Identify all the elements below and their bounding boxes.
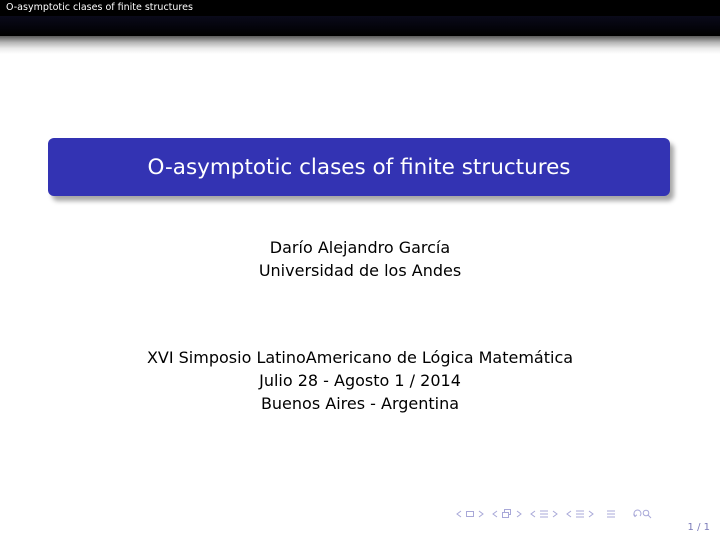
nav-part-icon[interactable] <box>575 509 585 519</box>
nav-subsection-icon[interactable] <box>501 509 513 519</box>
nav-left-icon[interactable] <box>456 510 462 518</box>
presentation-title: O-asymptotic clases of finite structures <box>147 154 571 180</box>
header-bar <box>0 16 720 36</box>
nav-back-icon[interactable] <box>632 509 642 519</box>
event-name: XVI Simposio LatinoAmericano de Lógica Matemática <box>146 348 574 367</box>
header-title: O-asymptotic clases of finite structures <box>6 2 193 13</box>
nav-subsection-left-icon[interactable] <box>492 510 498 518</box>
header-headline <box>0 0 720 16</box>
nav-search-icon[interactable] <box>642 509 652 519</box>
page-number: 1 / 1 <box>687 522 710 533</box>
event-dates: Julio 28 - Agosto 1 / 2014 <box>259 371 461 390</box>
nav-frame-icon[interactable] <box>465 510 475 518</box>
navigation-bar <box>456 508 702 520</box>
nav-subsection-right-icon[interactable] <box>516 510 522 518</box>
event-location: Buenos Aires - Argentina <box>260 394 460 413</box>
nav-part-right-icon[interactable] <box>588 510 594 518</box>
nav-align-icon[interactable] <box>606 509 616 519</box>
nav-section-right-icon[interactable] <box>552 510 558 518</box>
title-block <box>48 138 670 196</box>
event-block <box>0 346 720 415</box>
nav-section-icon[interactable] <box>539 509 549 519</box>
author-institution: Universidad de los Andes <box>258 261 462 280</box>
header-shadow <box>0 36 720 54</box>
nav-section-left-icon[interactable] <box>530 510 536 518</box>
author-block <box>0 236 720 282</box>
nav-part-left-icon[interactable] <box>566 510 572 518</box>
author-name: Darío Alejandro García <box>269 238 451 257</box>
nav-right-icon[interactable] <box>478 510 484 518</box>
